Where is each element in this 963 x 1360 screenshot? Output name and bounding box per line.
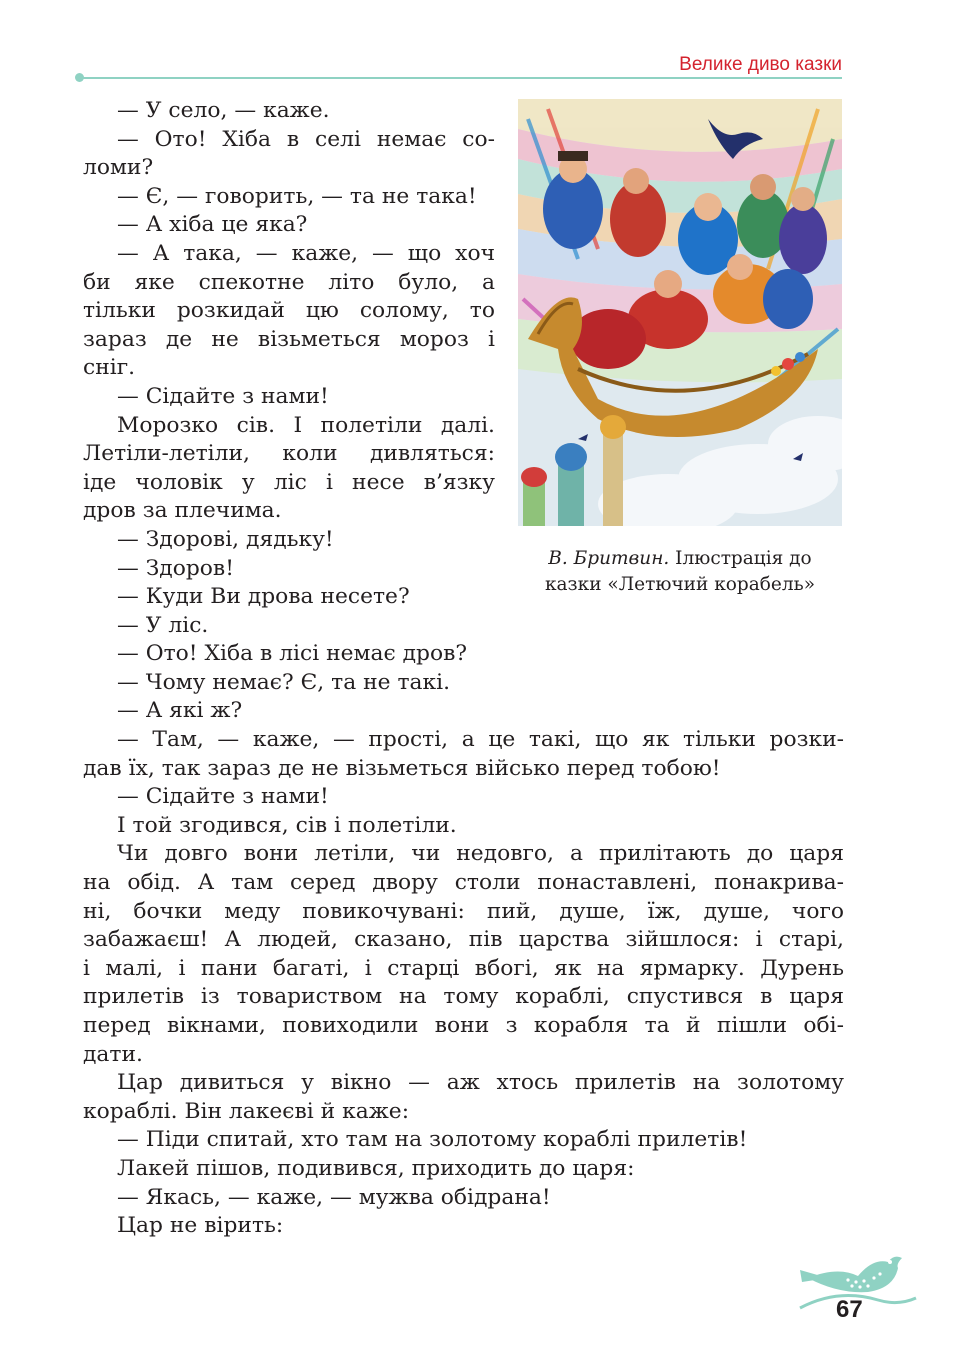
text-line: — Здоров! bbox=[117, 555, 234, 581]
text-line: Цар дивиться у вікно — аж хтось прилетів на золотому bbox=[117, 1070, 844, 1096]
text-line: — А які ж? bbox=[117, 698, 243, 724]
text-line: тільки розкидай цю солому, то bbox=[83, 298, 495, 324]
text-line: дати. bbox=[83, 1041, 143, 1067]
text-line: — У село, — каже. bbox=[117, 98, 330, 123]
text-line: дав їх, так зараз де не візьметься військо перед тобою! bbox=[83, 755, 721, 781]
text-line: — Ото! Хіба в селі немає со- bbox=[117, 126, 495, 152]
text-line: дров за плечима. bbox=[83, 498, 282, 524]
text-line: Цар не вірить: bbox=[117, 1213, 284, 1239]
header-rule bbox=[80, 77, 842, 79]
text-line: І той згодився, сів і полетіли. bbox=[117, 812, 457, 838]
text-line: — Сідайте з нами! bbox=[117, 383, 329, 409]
full-column bbox=[83, 726, 844, 1241]
text-line: — Піди спитай, хто там на золотому кораблі прилетів! bbox=[117, 1127, 748, 1153]
text-line: — У ліс. bbox=[117, 612, 209, 638]
text-line: зараз де не візьметься мороз і bbox=[83, 326, 495, 352]
text-line: — А хіба це яка? bbox=[117, 212, 308, 238]
text-line: забажаєш! А людей, сказано, пів царства зійшлося: і старі, bbox=[83, 927, 844, 953]
text-line: перед вікнами, повиходили вони з корабля та й пішли обі- bbox=[83, 1013, 844, 1038]
text-line: Лакей пішов, подивився, приходить до царя: bbox=[117, 1155, 635, 1181]
narrow-column bbox=[83, 97, 495, 726]
text-line: Чи довго вони летіли, чи недовго, а прилітають до царя bbox=[117, 841, 844, 867]
running-header: Велике диво казки bbox=[679, 54, 842, 75]
illustration-caption bbox=[518, 546, 842, 598]
text-line: — Ото! Хіба в лісі немає дров? bbox=[117, 641, 468, 667]
text-line: кораблі. Він лакеєві й каже: bbox=[83, 1098, 410, 1124]
text-line: — А така, — каже, — що хоч bbox=[117, 240, 495, 266]
text-line: — Якась, — каже, — мужва обідрана! bbox=[117, 1184, 551, 1210]
text-line: Морозко сів. І полетіли далі. bbox=[117, 412, 495, 438]
text-line: — Куди Ви дрова несете? bbox=[117, 584, 410, 610]
text-line: ломи? bbox=[83, 155, 154, 181]
flying-ship-illustration bbox=[518, 99, 842, 526]
text-line: на обід. А там серед двору столи понаставлені, понакрива- bbox=[83, 870, 844, 896]
caption-author: В. Бритвин. bbox=[548, 548, 670, 569]
text-line: Летіли-летіли, коли дивляться: bbox=[83, 441, 495, 467]
text-line: — Там, — каже, — прості, а це такі, що як тільки розки- bbox=[117, 727, 844, 753]
text-line: ні, бочки меду повикочувані: пий, душе, їж, душе, чого bbox=[83, 898, 844, 924]
text-line: іде чоловік у ліс і несе в’язку bbox=[83, 469, 495, 495]
text-line: — Чому немає? Є, та не такі. bbox=[117, 669, 451, 695]
caption-text: Ілюстрація до казки «Летючий корабель» bbox=[544, 548, 816, 595]
text-line: і малі, і пани багаті, і старці вбогі, як на ярмарку. Дурень bbox=[83, 955, 844, 981]
page-number: 67 bbox=[836, 1296, 863, 1323]
text-line: — Є, — говорить, — та не така! bbox=[117, 183, 477, 209]
text-line: би яке спекотне літо було, а bbox=[83, 269, 495, 295]
text-line: — Сідайте з нами! bbox=[117, 784, 329, 810]
text-line: прилетів із товариством на тому кораблі, спустився в царя bbox=[83, 984, 844, 1010]
text-line: сніг. bbox=[83, 355, 136, 381]
text-line: — Здорові, дядьку! bbox=[117, 526, 334, 552]
